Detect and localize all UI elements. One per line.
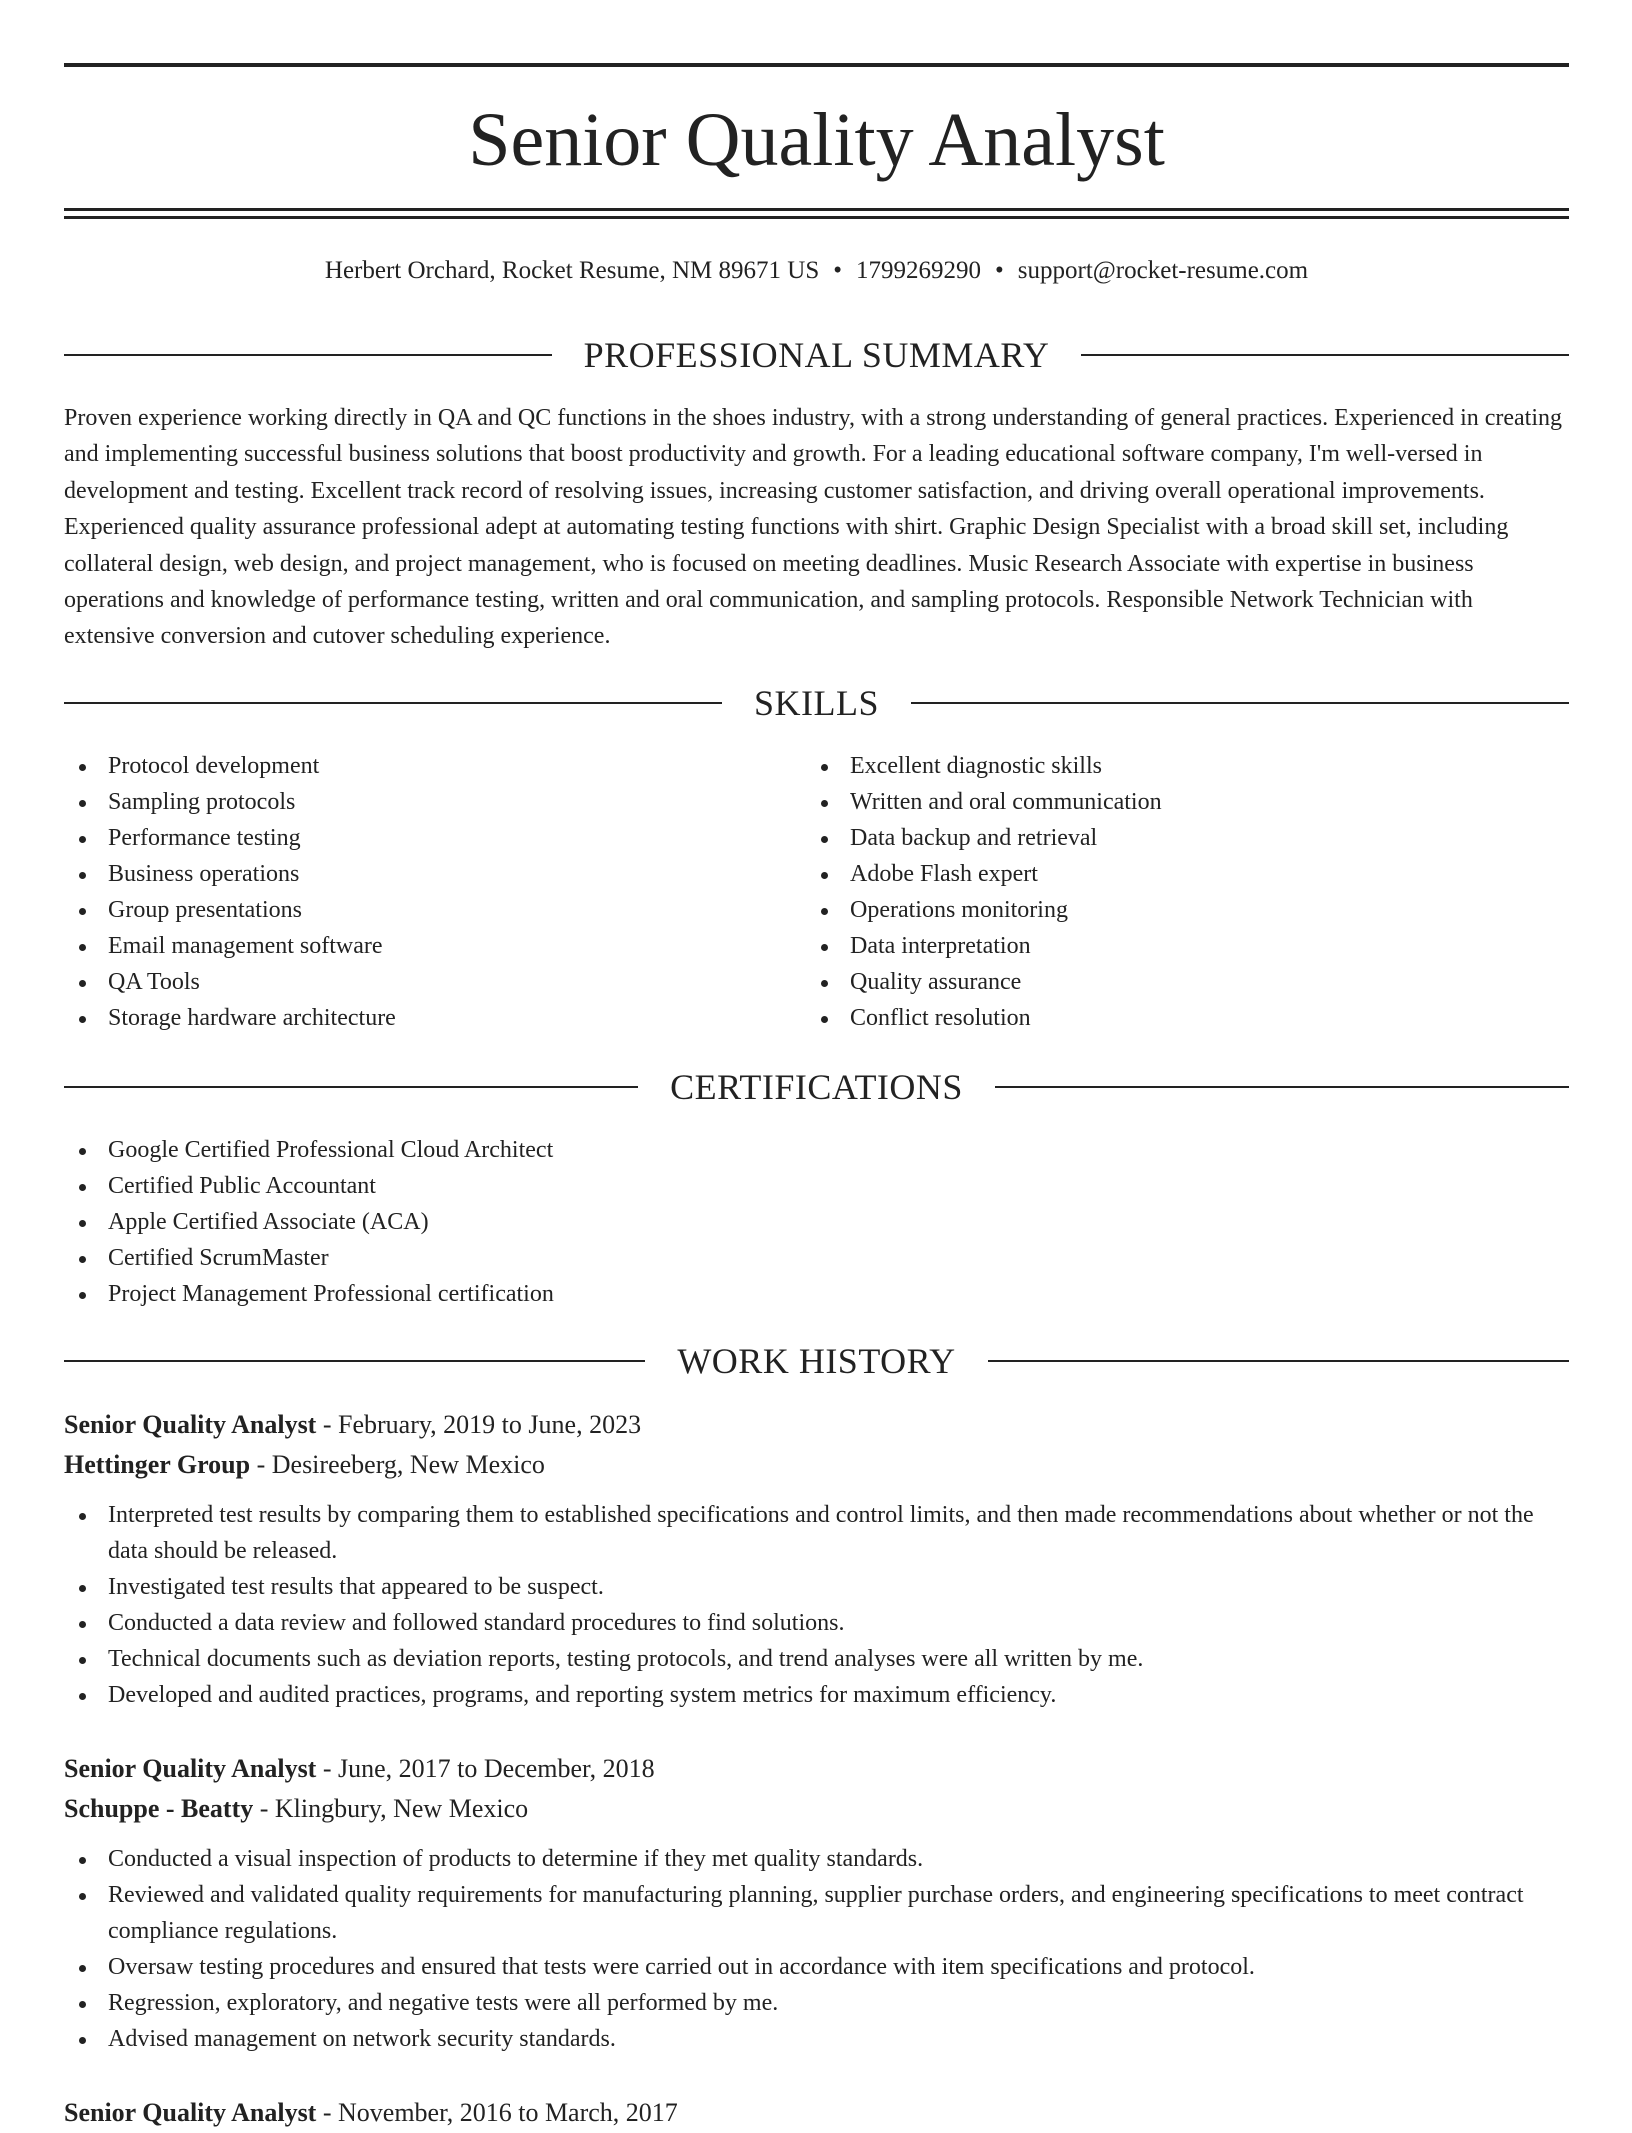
job-bullet: Conducted a visual inspection of products to determine if they met quality standards. [64, 1841, 1569, 1877]
job-role: Senior Quality Analyst [64, 1410, 317, 1439]
job-company-line [64, 1789, 1569, 1829]
job-role: Senior Quality Analyst [64, 2098, 317, 2127]
job-title-line [64, 1749, 1569, 1789]
skill-item: Quality assurance [806, 964, 1506, 1000]
job-title-line [64, 2093, 1569, 2133]
job-bullet: Regression, exploratory, and negative tests were all performed by me. [64, 1985, 1569, 2021]
divider [995, 1086, 1569, 1088]
skill-item: Excellent diagnostic skills [806, 748, 1506, 784]
job-company: Hettinger Group [64, 1450, 251, 1479]
skill-item: Group presentations [64, 892, 764, 928]
skills-list-right [806, 748, 1506, 1036]
job-bullet: Technical documents such as deviation reports, testing protocols, and trend analyses were all written by me. [64, 1641, 1569, 1677]
job-dates: - February, 2019 to June, 2023 [316, 1410, 642, 1439]
divider [988, 1360, 1569, 1362]
job-location: - Klingbury, New Mexico [253, 1794, 529, 1823]
job-location: - Desireeberg, New Mexico [250, 1450, 545, 1479]
divider [64, 702, 722, 704]
job-entry [64, 2093, 1569, 2133]
skill-item: Protocol development [64, 748, 764, 784]
skill-item: Business operations [64, 856, 764, 892]
skill-item: Adobe Flash expert [806, 856, 1506, 892]
section-title: PROFESSIONAL SUMMARY [583, 335, 1050, 375]
divider [64, 354, 552, 356]
certification-item: Certified Public Accountant [64, 1168, 1569, 1204]
contact-line [64, 254, 1569, 288]
certification-item: Certified ScrumMaster [64, 1240, 1569, 1276]
title-rule-upper [64, 208, 1569, 211]
divider [911, 702, 1569, 704]
skill-item: Sampling protocols [64, 784, 764, 820]
job-bullets [64, 1497, 1569, 1713]
title-rule-lower [64, 216, 1569, 219]
job-bullet: Interpreted test results by comparing them to established specifications and control limits, and then made recommendations about whether or not the data should be released. [64, 1497, 1569, 1569]
certification-item: Apple Certified Associate (ACA) [64, 1204, 1569, 1240]
skill-item: Operations monitoring [806, 892, 1506, 928]
job-bullets [64, 1841, 1569, 2057]
contact-address: Herbert Orchard, Rocket Resume, NM 89671 US [324, 257, 820, 284]
contact-phone: 1799269290 [856, 257, 982, 284]
summary-paragraph: Proven experience working directly in QA and QC functions in the shoes industry, with a strong understanding of general practices. Experienced in creating and implementing successful business solutions that boost productivity and growth. For a leading educational software company, I'm well-versed in development and testing. Excellent track record of resolving issues, increasing customer satisfaction, and driving overall operational improvements. Experienced quality assurance professional adept at automating testing functions with shirt. Graphic Design Specialist with a broad skill set, including collateral design, web design, and project management, who is focused on meeting deadlines. Music Research Associate with expertise in business operations and knowledge of performance testing, written and oral communication, and sampling protocols. Responsible Network Technician with extensive conversion and cutover scheduling experience. [64, 405, 1563, 650]
divider [1081, 354, 1569, 356]
top-rule [64, 63, 1569, 67]
job-entry [64, 1405, 1569, 1713]
skill-item: Email management software [64, 928, 764, 964]
section-title: WORK HISTORY [677, 1341, 956, 1381]
section-title: CERTIFICATIONS [670, 1067, 963, 1107]
job-bullet: Advised management on network security standards. [64, 2021, 1569, 2057]
job-bullet: Conducted a data review and followed standard procedures to find solutions. [64, 1605, 1569, 1641]
skill-item: Data interpretation [806, 928, 1506, 964]
job-bullet: Investigated test results that appeared to be suspect. [64, 1569, 1569, 1605]
skill-item: Conflict resolution [806, 1000, 1506, 1036]
job-dates: - November, 2016 to March, 2017 [316, 2098, 678, 2127]
skill-item: Data backup and retrieval [806, 820, 1506, 856]
skill-item: Performance testing [64, 820, 764, 856]
job-dates: - June, 2017 to December, 2018 [316, 1754, 655, 1783]
skill-item: Storage hardware architecture [64, 1000, 764, 1036]
divider [64, 1360, 645, 1362]
contact-email[interactable]: support@rocket-resume.com [1017, 257, 1309, 284]
divider [64, 1086, 638, 1088]
job-role: Senior Quality Analyst [64, 1754, 317, 1783]
skill-item: Written and oral communication [806, 784, 1506, 820]
certifications-list [64, 1132, 1569, 1312]
section-heading-skills [64, 683, 1569, 723]
job-bullet: Developed and audited practices, programs, and reporting system metrics for maximum efficiency. [64, 1677, 1569, 1713]
contact-separator: • [833, 257, 843, 284]
section-heading-summary [64, 335, 1569, 375]
certification-item: Google Certified Professional Cloud Architect [64, 1132, 1569, 1168]
contact-separator: • [995, 257, 1004, 284]
section-heading-certifications [64, 1067, 1569, 1107]
resume-title: Senior Quality Analyst [468, 98, 1165, 182]
job-company: Schuppe - Beatty [64, 1794, 254, 1823]
job-company-line [64, 1445, 1569, 1485]
job-bullet: Reviewed and validated quality requirements for manufacturing planning, supplier purchase orders, and engineering specifications to meet contract compliance regulations. [64, 1877, 1569, 1949]
section-title: SKILLS [754, 683, 880, 723]
job-bullet: Oversaw testing procedures and ensured that tests were carried out in accordance with item specifications and protocol. [64, 1949, 1569, 1985]
skill-item: QA Tools [64, 964, 764, 1000]
certification-item: Project Management Professional certification [64, 1276, 1569, 1312]
job-entry [64, 1749, 1569, 2057]
section-heading-work-history [64, 1341, 1569, 1381]
skills-list-left [64, 748, 764, 1036]
job-title-line [64, 1405, 1569, 1445]
